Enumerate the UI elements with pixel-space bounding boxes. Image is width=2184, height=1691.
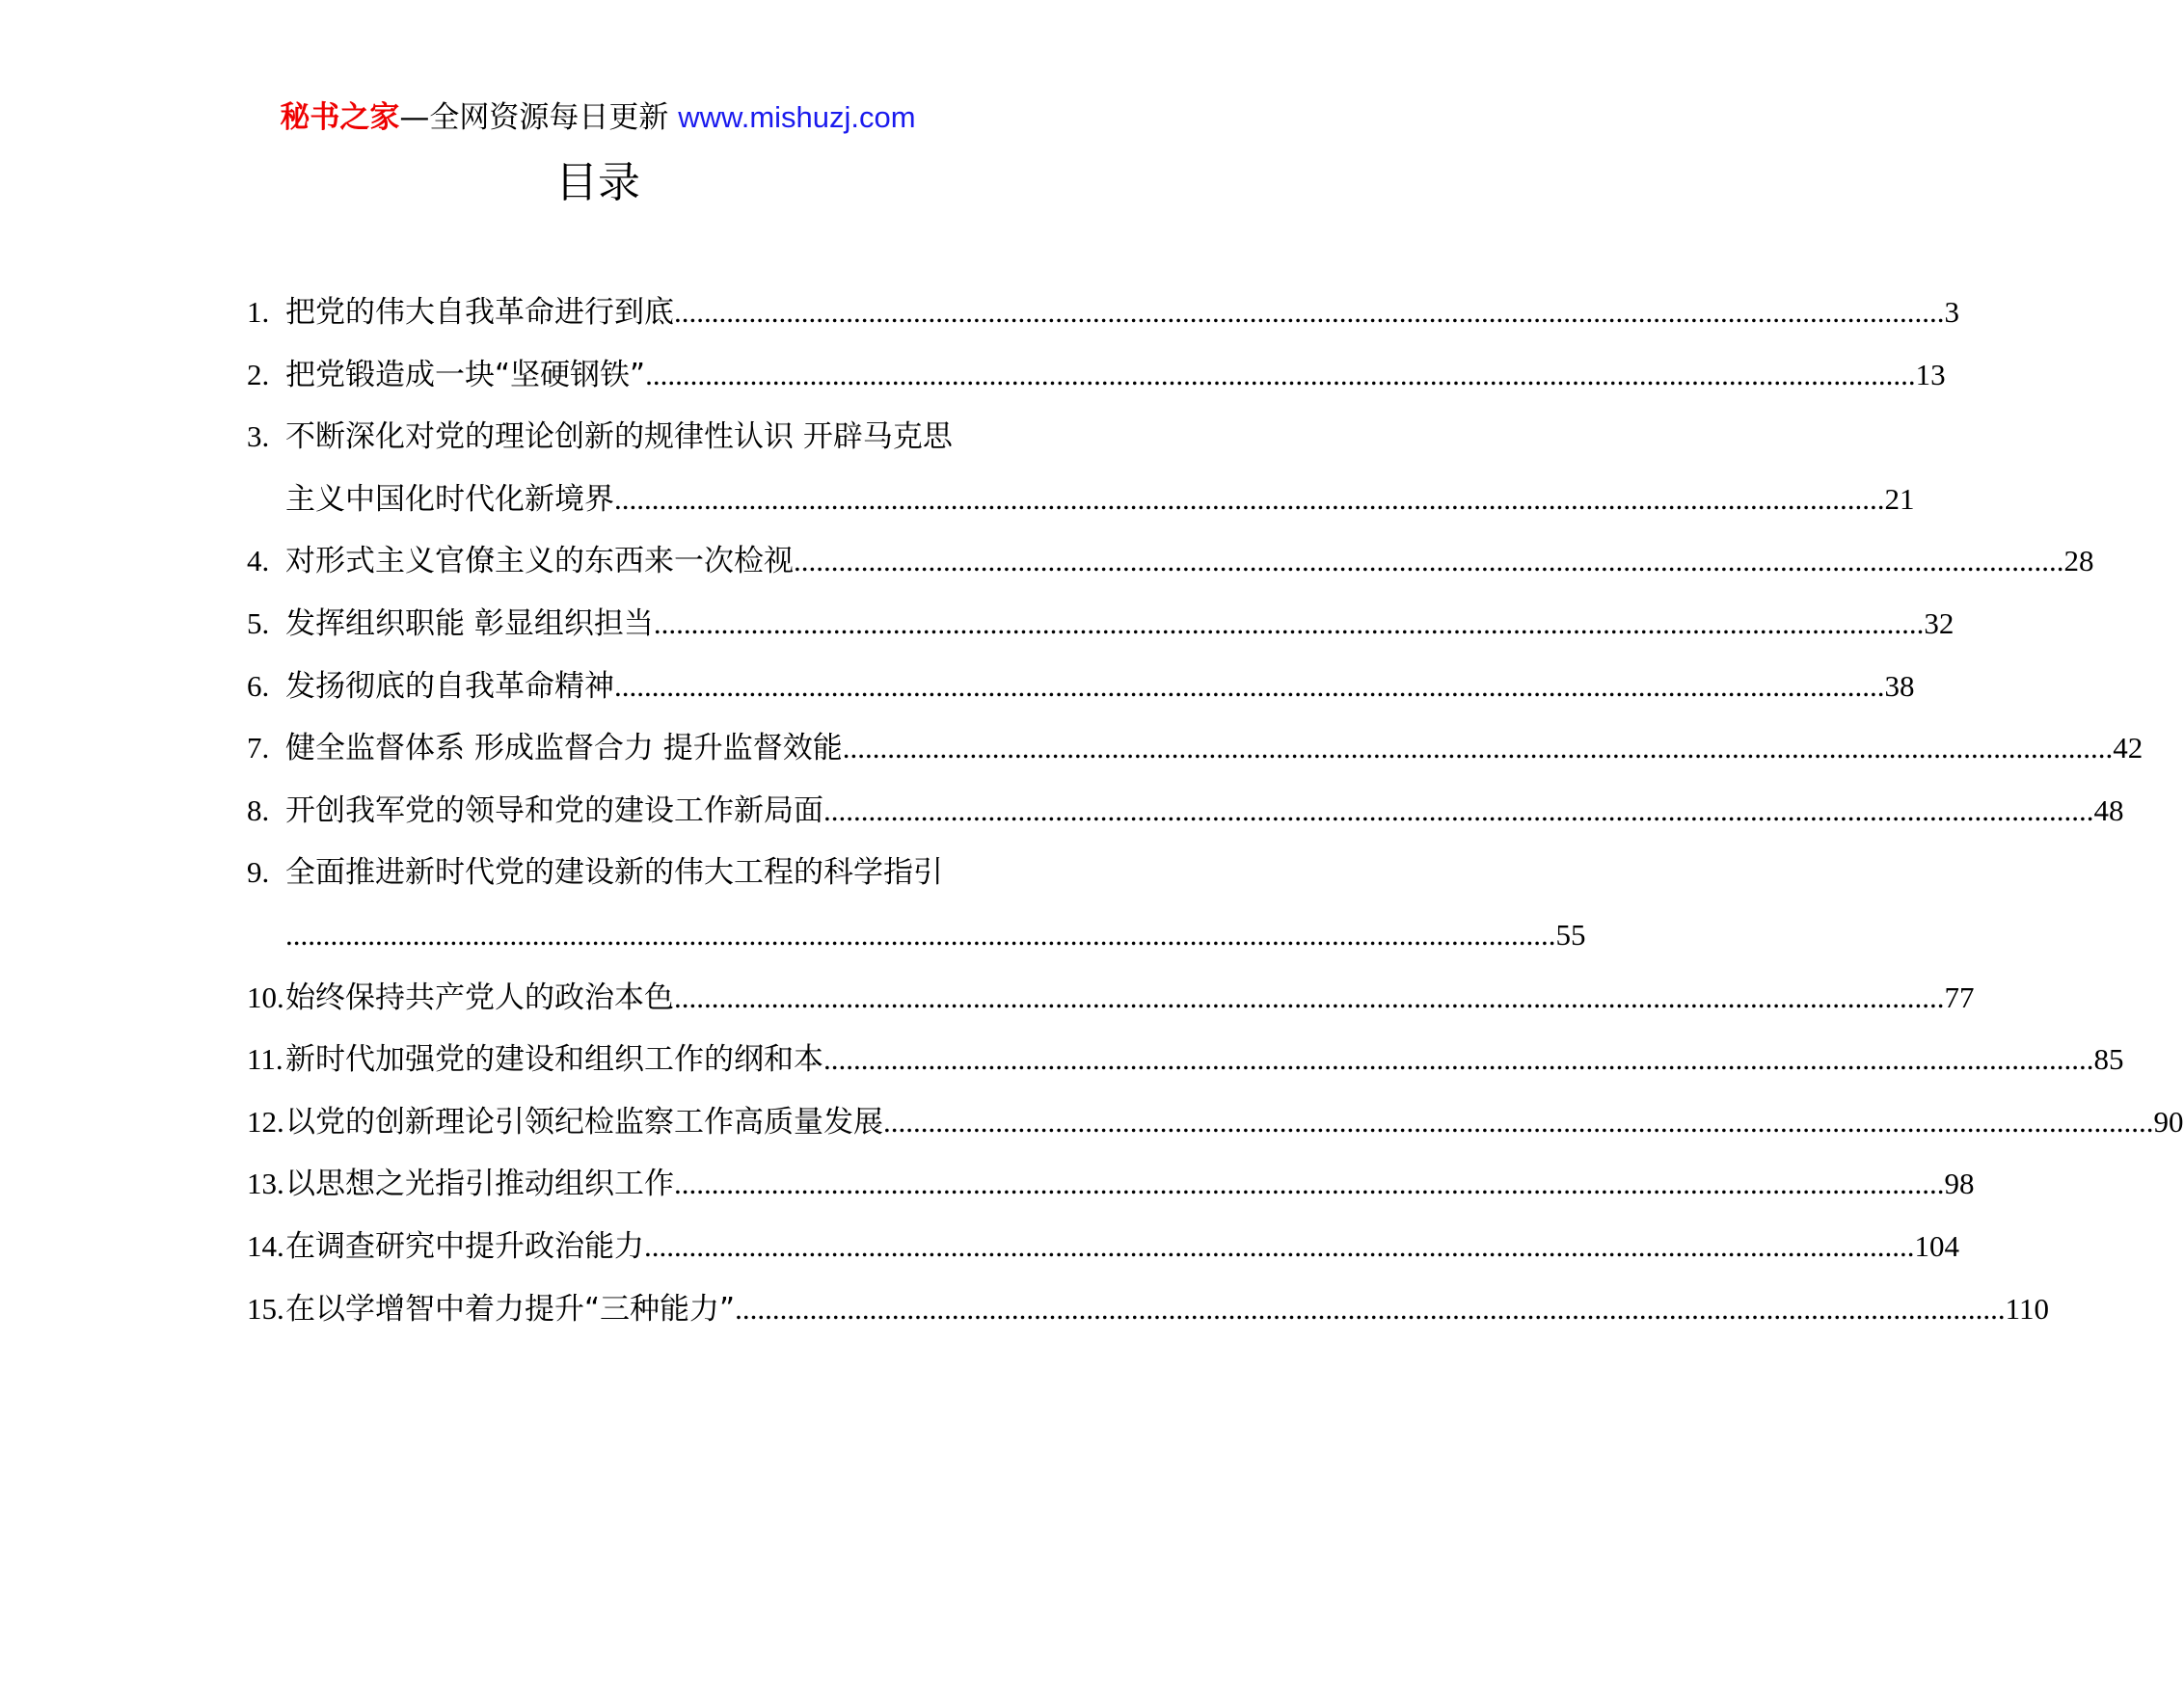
toc-entry-title-continued: 主义中国化时代化新境界 bbox=[285, 481, 614, 517]
toc-entry-page: 42 bbox=[2113, 731, 2144, 765]
page-title: 目录 bbox=[555, 158, 640, 207]
dot-leader: .......................................................................................................................................................................... bbox=[735, 1291, 2006, 1326]
table-of-contents bbox=[247, 282, 2184, 1340]
toc-entry-number: 7. bbox=[247, 731, 270, 765]
toc-entry[interactable] bbox=[247, 282, 1959, 344]
toc-entry-title: 以思想之光指引推动组织工作 bbox=[285, 1167, 674, 1202]
dot-leader: .......................................................................................................................................................................... bbox=[674, 1167, 1945, 1201]
toc-entry-page: 13 bbox=[1915, 357, 1946, 391]
dot-leader: .......................................................................................................................................................................... bbox=[645, 357, 1916, 391]
toc-entry[interactable] bbox=[247, 530, 2094, 593]
toc-entry-page: 32 bbox=[1924, 605, 1955, 640]
toc-entry-title: 在以学增智中着力提升“三种能力” bbox=[285, 1291, 736, 1327]
dot-leader: .......................................................................................................................................................................... bbox=[842, 731, 2114, 765]
toc-entry[interactable] bbox=[247, 1091, 2184, 1154]
toc-entry-number: 12. bbox=[247, 1104, 284, 1139]
dot-leader: .......................................................................................................................................................................... bbox=[614, 481, 1885, 516]
toc-entry-title: 发挥组织职能 彰显组织担当 bbox=[285, 605, 654, 641]
toc-entry-page: 28 bbox=[2063, 544, 2094, 578]
toc-entry-title: 把党的伟大自我革命进行到底 bbox=[285, 295, 674, 330]
brand-name: 秘书之家 bbox=[280, 100, 400, 135]
toc-entry-number: 6. bbox=[247, 668, 270, 703]
banner-tagline: —全网资源每日更新 bbox=[399, 100, 679, 135]
toc-entry-number: 13. bbox=[247, 1167, 284, 1201]
toc-entry-title: 全面推进新时代党的建设新的伟大工程的科学指引 bbox=[285, 855, 943, 891]
toc-entry-title: 以党的创新理论引领纪检监察工作高质量发展 bbox=[285, 1104, 883, 1140]
toc-entry[interactable] bbox=[247, 842, 1586, 966]
dot-leader: .......................................................................................................................................................................... bbox=[674, 980, 1945, 1014]
toc-entry-page: 55 bbox=[1555, 917, 1586, 952]
toc-entry-title: 发扬彻底的自我革命精神 bbox=[285, 668, 614, 704]
toc-entry[interactable] bbox=[247, 1216, 1959, 1278]
toc-entry-number: 1. bbox=[247, 295, 270, 329]
toc-entry-title: 把党锻造成一块“坚硬钢铁” bbox=[285, 357, 646, 392]
toc-entry-title: 新时代加强党的建设和组织工作的纲和本 bbox=[285, 1042, 823, 1078]
toc-entry-number: 4. bbox=[247, 544, 270, 578]
site-url-link[interactable]: www.mishuzj.com bbox=[678, 100, 916, 134]
toc-entry-title: 对形式主义官僚主义的东西来一次检视 bbox=[285, 544, 794, 579]
toc-entry[interactable] bbox=[247, 1153, 1975, 1216]
toc-entry-page: 110 bbox=[2005, 1291, 2049, 1326]
dot-leader: .......................................................................................................................................................................... bbox=[653, 605, 1925, 640]
dot-leader: .......................................................................................................................................................................... bbox=[285, 917, 1556, 952]
toc-entry[interactable] bbox=[247, 656, 1915, 718]
toc-entry[interactable] bbox=[247, 967, 1975, 1030]
toc-entry-page: 21 bbox=[1884, 481, 1915, 516]
toc-entry[interactable] bbox=[247, 344, 1946, 407]
toc-entry-title: 始终保持共产党人的政治本色 bbox=[285, 980, 674, 1015]
toc-entry[interactable] bbox=[247, 1029, 2124, 1091]
dot-leader: .......................................................................................................................................................................... bbox=[883, 1104, 2154, 1139]
toc-entry-page: 98 bbox=[1944, 1167, 1975, 1201]
toc-entry[interactable] bbox=[247, 406, 1915, 530]
toc-entry-title: 健全监督体系 形成监督合力 提升监督效能 bbox=[285, 731, 843, 766]
toc-entry[interactable] bbox=[247, 717, 2144, 780]
toc-entry-page: 77 bbox=[1944, 980, 1975, 1014]
dot-leader: .......................................................................................................................................................................... bbox=[823, 1042, 2094, 1077]
toc-entry-number: 8. bbox=[247, 792, 270, 827]
dot-leader: .......................................................................................................................................................................... bbox=[644, 1228, 1915, 1263]
toc-entry-number: 5. bbox=[247, 605, 270, 640]
toc-entry-number: 10. bbox=[247, 980, 284, 1014]
toc-entry-page: 90 bbox=[2153, 1104, 2184, 1139]
dot-leader: .......................................................................................................................................................................... bbox=[794, 544, 2064, 578]
toc-entry[interactable] bbox=[247, 593, 1955, 656]
dot-leader: .......................................................................................................................................................................... bbox=[823, 792, 2094, 827]
toc-entry-page: 38 bbox=[1884, 668, 1915, 703]
toc-entry-number: 14. bbox=[247, 1228, 284, 1263]
toc-entry-number: 9. bbox=[247, 855, 270, 890]
toc-entry-page: 3 bbox=[1944, 295, 1959, 329]
dot-leader: .......................................................................................................................................................................... bbox=[614, 668, 1885, 703]
toc-entry-number: 2. bbox=[247, 357, 270, 391]
toc-entry-number: 3. bbox=[247, 419, 270, 454]
toc-entry-page: 104 bbox=[1914, 1228, 1959, 1263]
toc-entry-page: 85 bbox=[2093, 1042, 2124, 1077]
toc-entry[interactable] bbox=[247, 1278, 2049, 1341]
toc-entry-title: 在调查研究中提升政治能力 bbox=[285, 1228, 644, 1264]
toc-entry[interactable] bbox=[247, 780, 2124, 843]
toc-entry-number: 11. bbox=[247, 1042, 283, 1077]
site-banner bbox=[0, 98, 1196, 137]
dot-leader: .......................................................................................................................................................................... bbox=[674, 295, 1945, 329]
toc-entry-number: 15. bbox=[247, 1291, 284, 1326]
toc-entry-title: 不断深化对党的理论创新的规律性认识 开辟马克思 bbox=[285, 419, 953, 455]
toc-entry-title: 开创我军党的领导和党的建设工作新局面 bbox=[285, 792, 823, 828]
toc-entry-page: 48 bbox=[2093, 792, 2124, 827]
